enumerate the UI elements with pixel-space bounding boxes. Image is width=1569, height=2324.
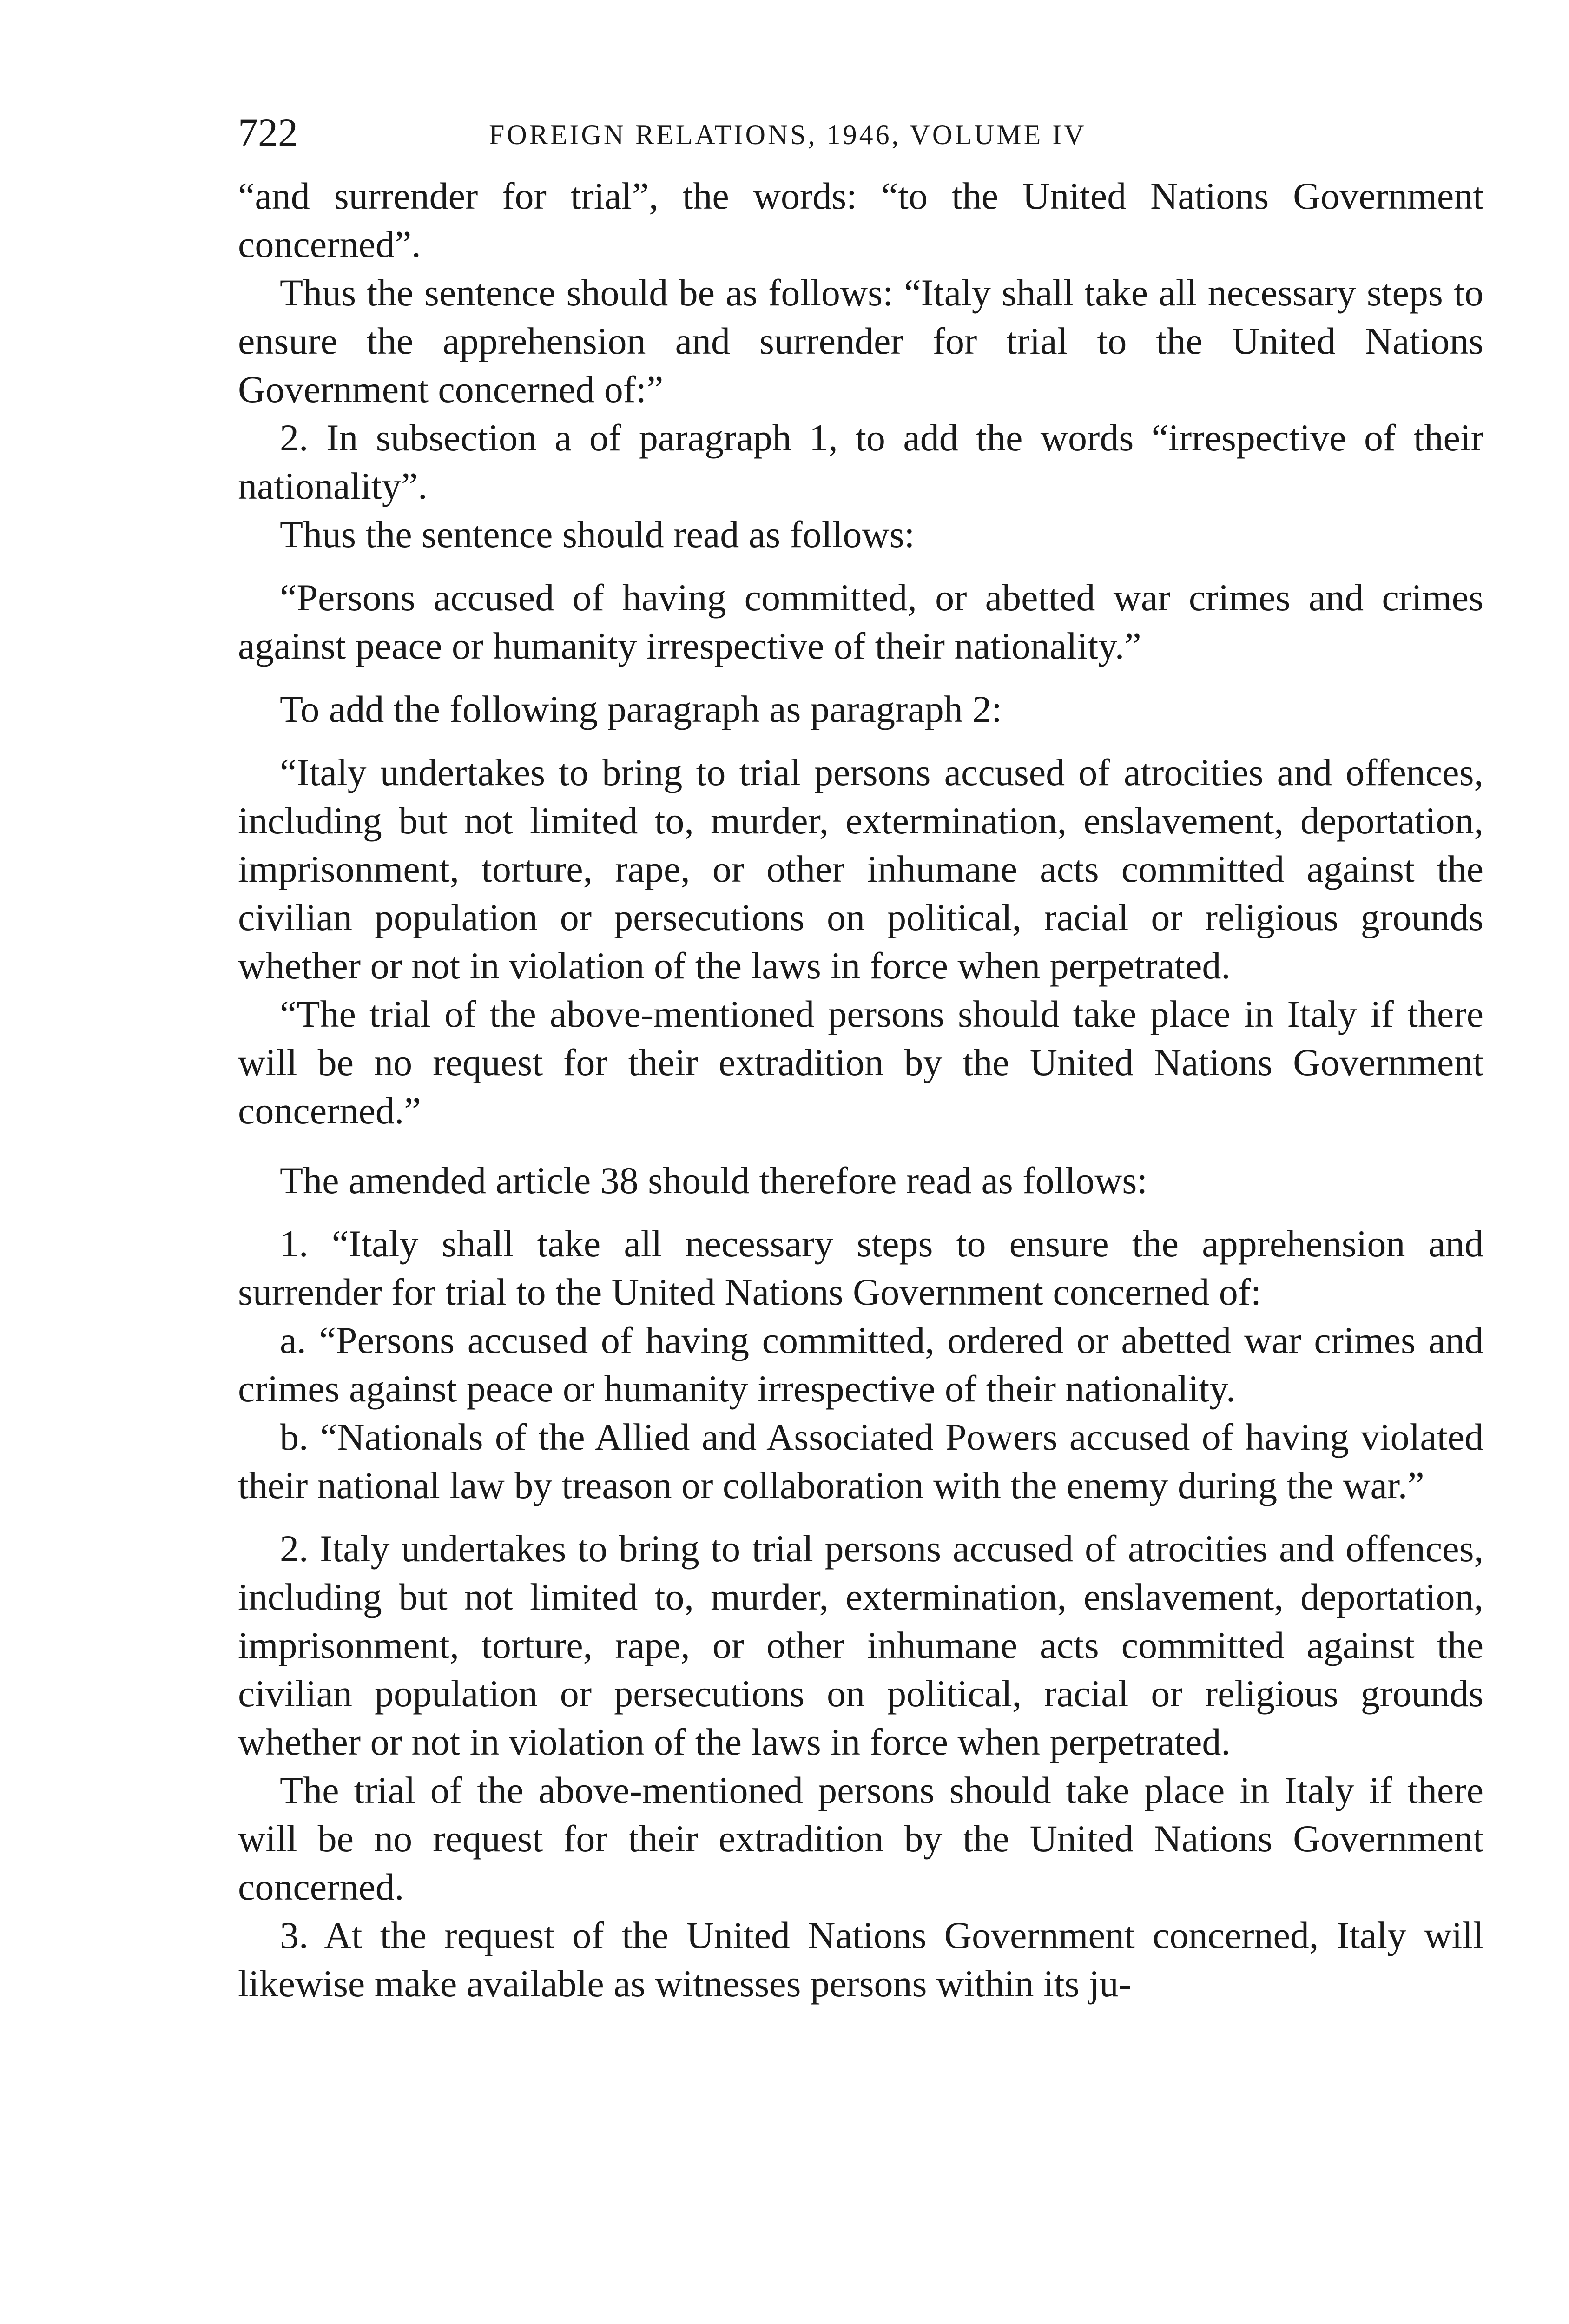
article-item: The trial of the above-mentioned persons should take place in Italy if there will be no request for their extradition by the United Nations Government concerned. (238, 1769, 1483, 1908)
running-head: FOREIGN RELATIONS, 1946, VOLUME IV (489, 119, 1087, 150)
page-header (238, 107, 1483, 158)
article-item: 1. “Italy shall take all necessary steps to ensure the apprehension and surrender for trial to the United Nations Government concerned of: (238, 1222, 1483, 1313)
article-item: 3. At the request of the United Nations Government concerned, Italy will likewise make available as witnesses persons within its ju- (238, 1914, 1483, 2005)
paragraph: 2. In subsection a of paragraph 1, to add the words “irrespective of their nationality”. (238, 416, 1483, 507)
page-number: 722 (238, 110, 298, 155)
quoted-paragraph: “Persons accused of having committed, or abetted war crimes and crimes against peace or humanity irrespective of their nationality.” (238, 576, 1483, 667)
article-subitem: a. “Persons accused of having committed, ordered or abetted war crimes and crimes against peace or humanity irrespective of their nationality. (238, 1319, 1483, 1410)
body-text (238, 172, 1483, 2008)
paragraph: Thus the sentence should be as follows: “Italy shall take all necessary steps to ensure the apprehension and surrender for trial to the United Nations Government concerned of:” (238, 271, 1483, 410)
paragraph: To add the following paragraph as paragraph 2: (280, 688, 1002, 730)
article-subitem: b. “Nationals of the Allied and Associated Powers accused of having violated their national law by treason or collaboration with the enemy during the war.” (238, 1416, 1483, 1506)
paragraph: The amended article 38 should therefore read as follows: (280, 1159, 1148, 1202)
paragraph: Thus the sentence should read as follows: (280, 513, 915, 555)
article-item: 2. Italy undertakes to bring to trial persons accused of atrocities and offences, including but not limited to, murder, extermination, enslavement, deportation, imprisonment, torture, rape, or other inhumane acts committed against the civilian population or persecutions on political, racial or religious grounds whether or not in violation of the laws in force when perpetrated. (238, 1527, 1483, 1763)
quoted-paragraph: “The trial of the above-mentioned persons should take place in Italy if there will be no request for their extradition by the United Nations Government concerned.” (238, 993, 1483, 1132)
paragraph: “and surrender for trial”, the words: “to the United Nations Government concerned”. (238, 175, 1483, 265)
quoted-paragraph: “Italy undertakes to bring to trial persons accused of atrocities and offences, including but not limited to, murder, extermination, enslavement, deportation, imprisonment, torture, rape, or other inhumane acts committed against the civilian population or persecutions on political, racial or religious grounds whether or not in violation of the laws in force when perpetrated. (238, 751, 1483, 987)
